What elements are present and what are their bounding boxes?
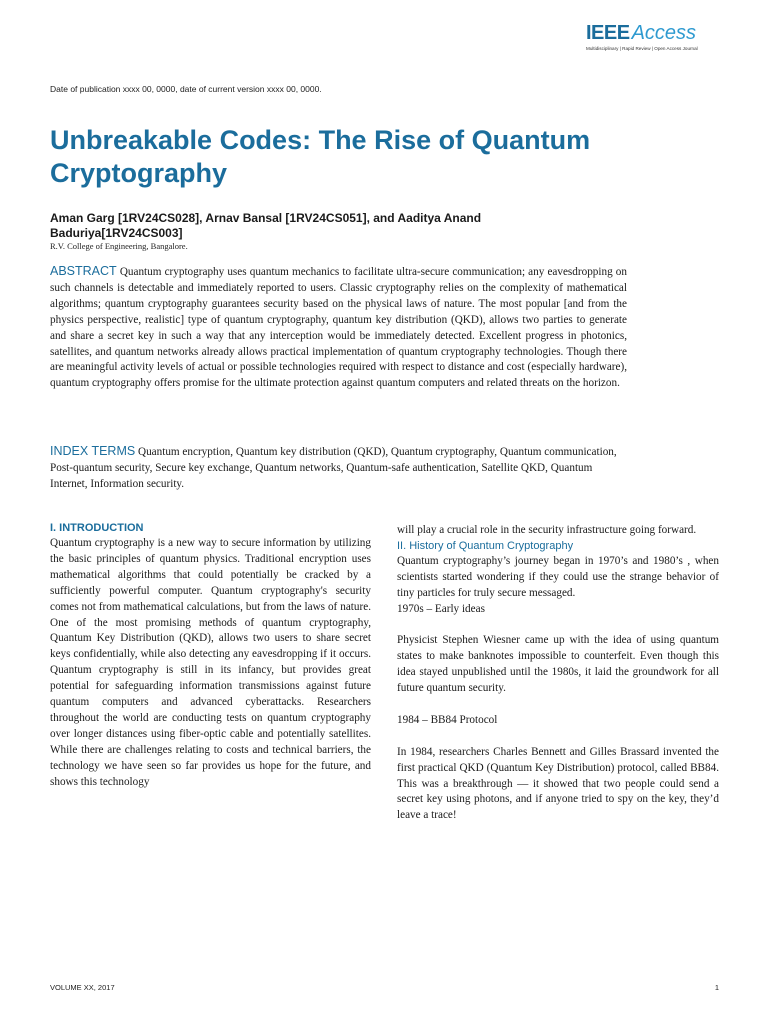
abstract-heading: ABSTRACT xyxy=(50,264,117,278)
bb84-paragraph: In 1984, researchers Charles Bennett and Gilles Brassard invented the first practical QKD (Quantum Key Distribution) protocol, called BB84. This was a breakthrough — it showed that two people could send a secret key using photons, and if anyone tried to spy on the key, they’d leave a trace! xyxy=(397,745,719,822)
era-1970s-label: 1970s – Early ideas xyxy=(397,602,485,615)
logo-product: Access xyxy=(631,22,697,44)
era-1984-label: 1984 – BB84 Protocol xyxy=(397,713,498,726)
logo-tagline: Multidisciplinary | Rapid Review | Open Access Journal xyxy=(586,46,698,51)
publication-date: Date of publication xxxx 00, 0000, date of current version xxxx 00, 0000. xyxy=(50,84,322,94)
author-list: Aman Garg [1RV24CS028], Arnav Bansal [1RV24CS051], and Aaditya Anand Baduriya[1RV24CS003] xyxy=(50,211,482,240)
footer-page-number: 1 xyxy=(714,983,719,992)
author-affiliation: R.V. College of Engineering, Bangalore. xyxy=(50,241,188,251)
ieee-access-logo xyxy=(586,22,716,51)
section-heading-introduction: I. INTRODUCTION xyxy=(50,522,144,534)
logo-brand: IEEE xyxy=(586,22,630,44)
left-column xyxy=(50,521,371,791)
abstract-text: Quantum cryptography uses quantum mechanics to facilitate ultra-secure communication; any eavesdropping on such channels is detectable and immediately reported to users. Classic cryptography relies on the complexity of mathematical algorithms; quantum cryptography guarantees security based on the physical laws of nature. The most popular [and from the physics perspective, realistic] type of quantum cryptography, quantum key distribution (QKD), allows two parties to generate and share a secret key in such a way that any interception would be immediately detected. Excellent progress in photonics, satellites, and quantum networks already allows practical implementation of quantum cryptography technologies. Though there are meaningful activity levels of actual or possible technologies required with respect to distance and cost (especially hardware), quantum cryptography offers promise for the ultimate protection against quantum computers and related threats on the horizon. xyxy=(50,266,627,390)
index-terms-block xyxy=(50,443,627,492)
right-column xyxy=(397,523,719,824)
introduction-continued-paragraph: will play a crucial role in the security infrastructure going forward. xyxy=(397,524,697,536)
abstract-block xyxy=(50,264,627,392)
index-terms-heading: INDEX TERMS xyxy=(50,444,136,458)
index-terms-text: Quantum encryption, Quantum key distribution (QKD), Quantum cryptography, Quantum communication, Post-quantum security, Secure key exchange, Quantum networks, Quantum-safe authentication, Satellite QKD, Quantum Internet, Information security. xyxy=(50,446,617,490)
wiesner-paragraph: Physicist Stephen Wiesner came up with the idea of using quantum states to make banknotes impossible to counterfeit. Even though this idea stayed unpublished until the 1980s, it laid the groundwork for all future quantum security. xyxy=(397,634,719,695)
history-paragraph: Quantum cryptography’s journey began in 1970’s and 1980’s , when scientists started wondering if they could use the strange behavior of tiny particles for truly secure messaged. xyxy=(397,554,719,599)
footer-volume: VOLUME XX, 2017 xyxy=(50,983,115,992)
introduction-paragraph: Quantum cryptography is a new way to secure information by utilizing the basic principles of quantum physics. Traditional encryption uses mathematical algorithms that could potentially be cracked by a sufficiently powerful computer. Quantum cryptography's security comes not from mathematical calculations, but from the laws of nature. One of the most promising methods of quantum cryptography, Quantum Key Distribution (QKD), allows two users to share secret keys confidentially, while also detecting any eavesdropping if it occurs. Quantum cryptography is still in its infancy, but provides great potential for safeguarding information transmissions against future quantum computers and advanced cyberattacks. Researchers throughout the world are conducting tests on quantum cryptography over longer distances using fiber-optic cable and potentially satellites. While there are challenges relating to costs and technical barriers, the technology we have seen so far provides us hope for the future, and shows this technology xyxy=(50,537,371,788)
paper-title: Unbreakable Codes: The Rise of Quantum Cryptography xyxy=(50,125,591,188)
section-heading-history: II. History of Quantum Cryptography xyxy=(397,539,574,552)
